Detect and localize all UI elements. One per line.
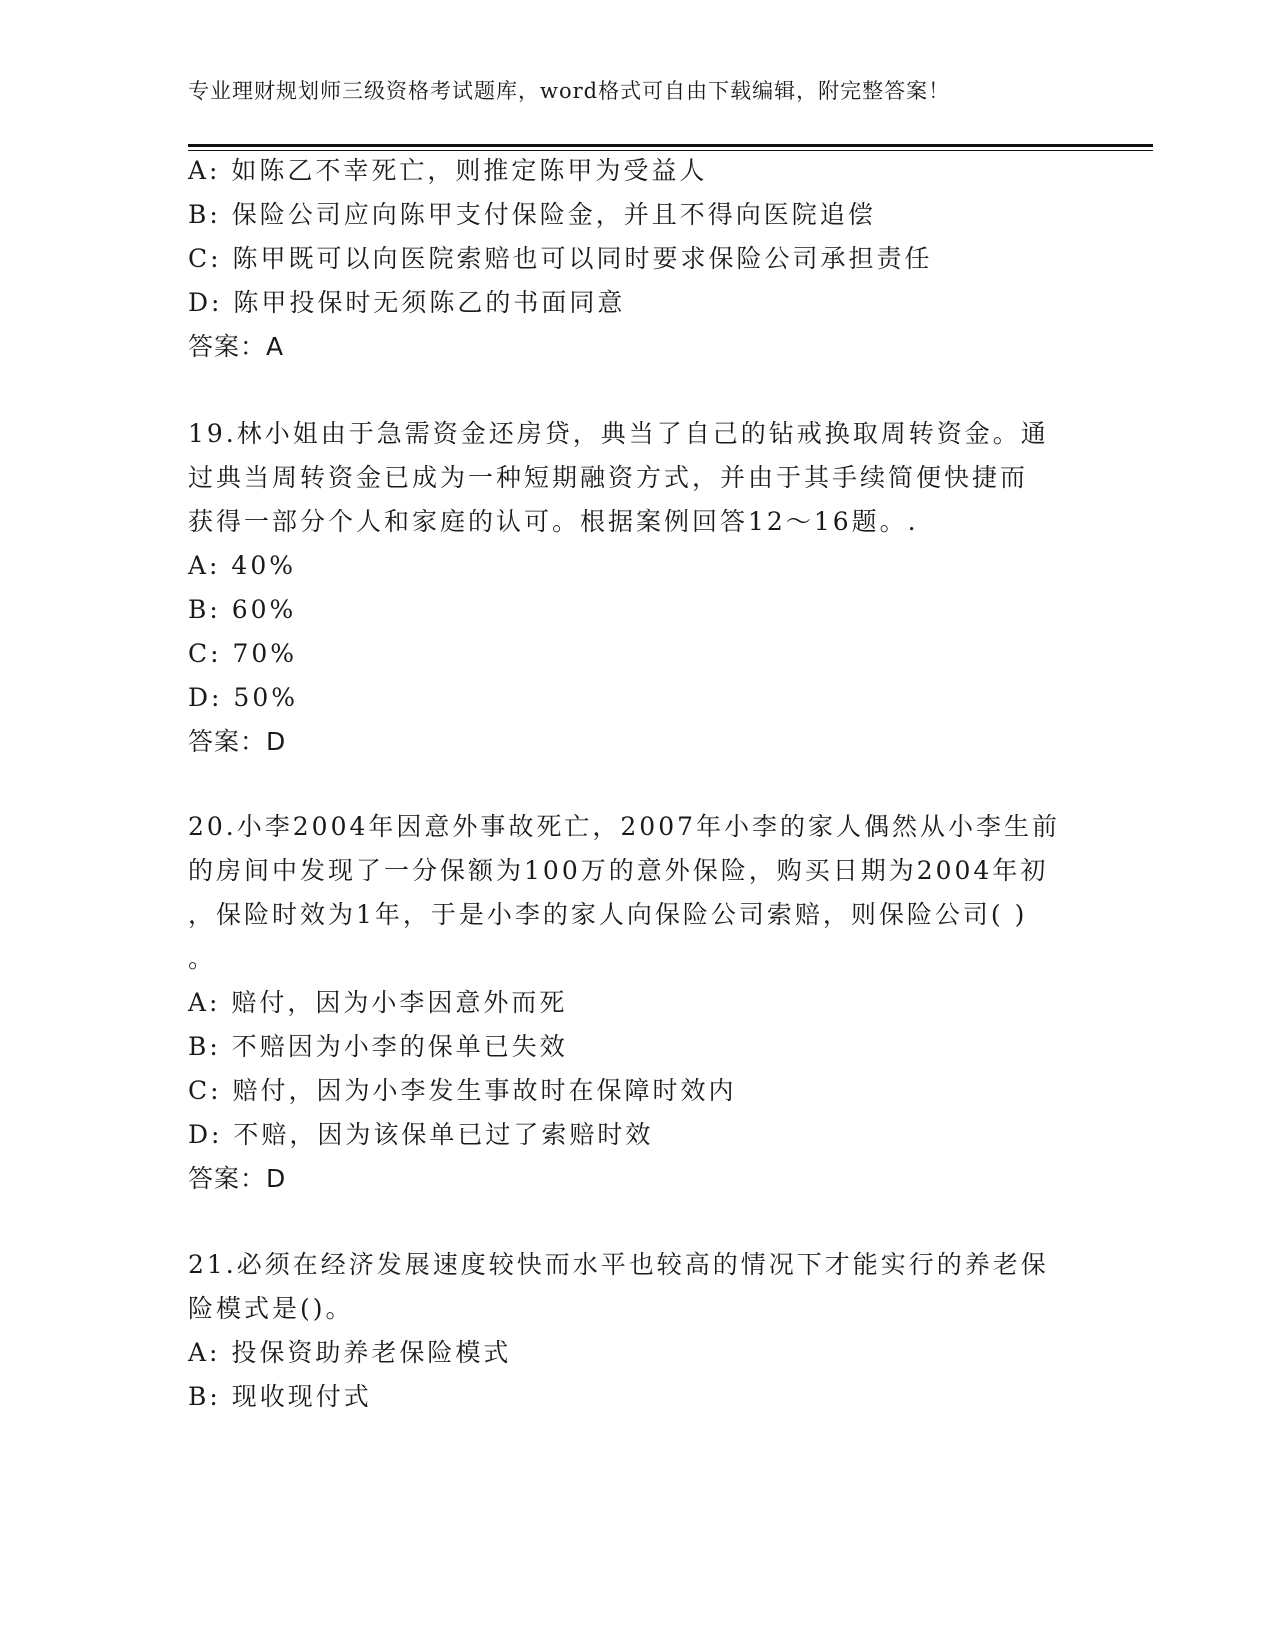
q19-stem-line-3: 获得一部分个人和家庭的认可。根据案例回答12～16题。. <box>188 507 919 536</box>
q18-option-b: B: 保险公司应向陈甲支付保险金，并且不得向医院追偿 <box>188 200 876 229</box>
q19-option-b: B: 60% <box>188 595 297 624</box>
q20-stem-line-2: 的房间中发现了一分保额为100万的意外保险，购买日期为2004年初 <box>188 856 1049 885</box>
q20-stem-line-4: 。 <box>188 944 217 973</box>
page-header: 专业理财规划师三级资格考试题库，word格式可自由下载编辑，附完整答案！ <box>188 79 951 103</box>
q20-option-a: A: 赔付，因为小李因意外而死 <box>188 988 568 1017</box>
header-divider-thin <box>188 150 1153 151</box>
q20-option-c: C: 赔付，因为小李发生事故时在保障时效内 <box>188 1076 737 1105</box>
q21-stem-line-2: 险模式是()。 <box>188 1294 354 1323</box>
q18-answer: 答案：A <box>188 332 285 361</box>
q20-option-d: D: 不赔，因为该保单已过了索赔时效 <box>188 1120 654 1149</box>
q19-option-c: C: 70% <box>188 639 298 668</box>
q20-stem-line-3: ，保险时效为1年，于是小李的家人向保险公司索赔，则保险公司( ) <box>188 900 1028 929</box>
header-divider <box>188 144 1153 147</box>
q20-option-b: B: 不赔因为小李的保单已失效 <box>188 1032 568 1061</box>
q21-stem-line-1: 21.必须在经济发展速度较快而水平也较高的情况下才能实行的养老保 <box>188 1250 1049 1279</box>
q18-option-d: D: 陈甲投保时无须陈乙的书面同意 <box>188 288 626 317</box>
q21-option-b: B: 现收现付式 <box>188 1382 372 1411</box>
q19-option-a: A: 40% <box>188 551 296 580</box>
q20-stem-line-1: 20.小李2004年因意外事故死亡，2007年小李的家人偶然从小李生前 <box>188 812 1061 841</box>
q18-option-a: A: 如陈乙不幸死亡，则推定陈甲为受益人 <box>188 156 708 185</box>
q19-stem-line-1: 19.林小姐由于急需资金还房贷，典当了自己的钻戒换取周转资金。通 <box>188 419 1049 448</box>
q18-option-c: C: 陈甲既可以向医院索赔也可以同时要求保险公司承担责任 <box>188 244 933 273</box>
q21-option-a: A: 投保资助养老保险模式 <box>188 1338 512 1367</box>
q19-stem-line-2: 过典当周转资金已成为一种短期融资方式，并由于其手续简便快捷而 <box>188 463 1029 492</box>
q19-option-d: D: 50% <box>188 683 298 712</box>
q19-answer: 答案：D <box>188 727 287 756</box>
q20-answer: 答案：D <box>188 1164 287 1193</box>
